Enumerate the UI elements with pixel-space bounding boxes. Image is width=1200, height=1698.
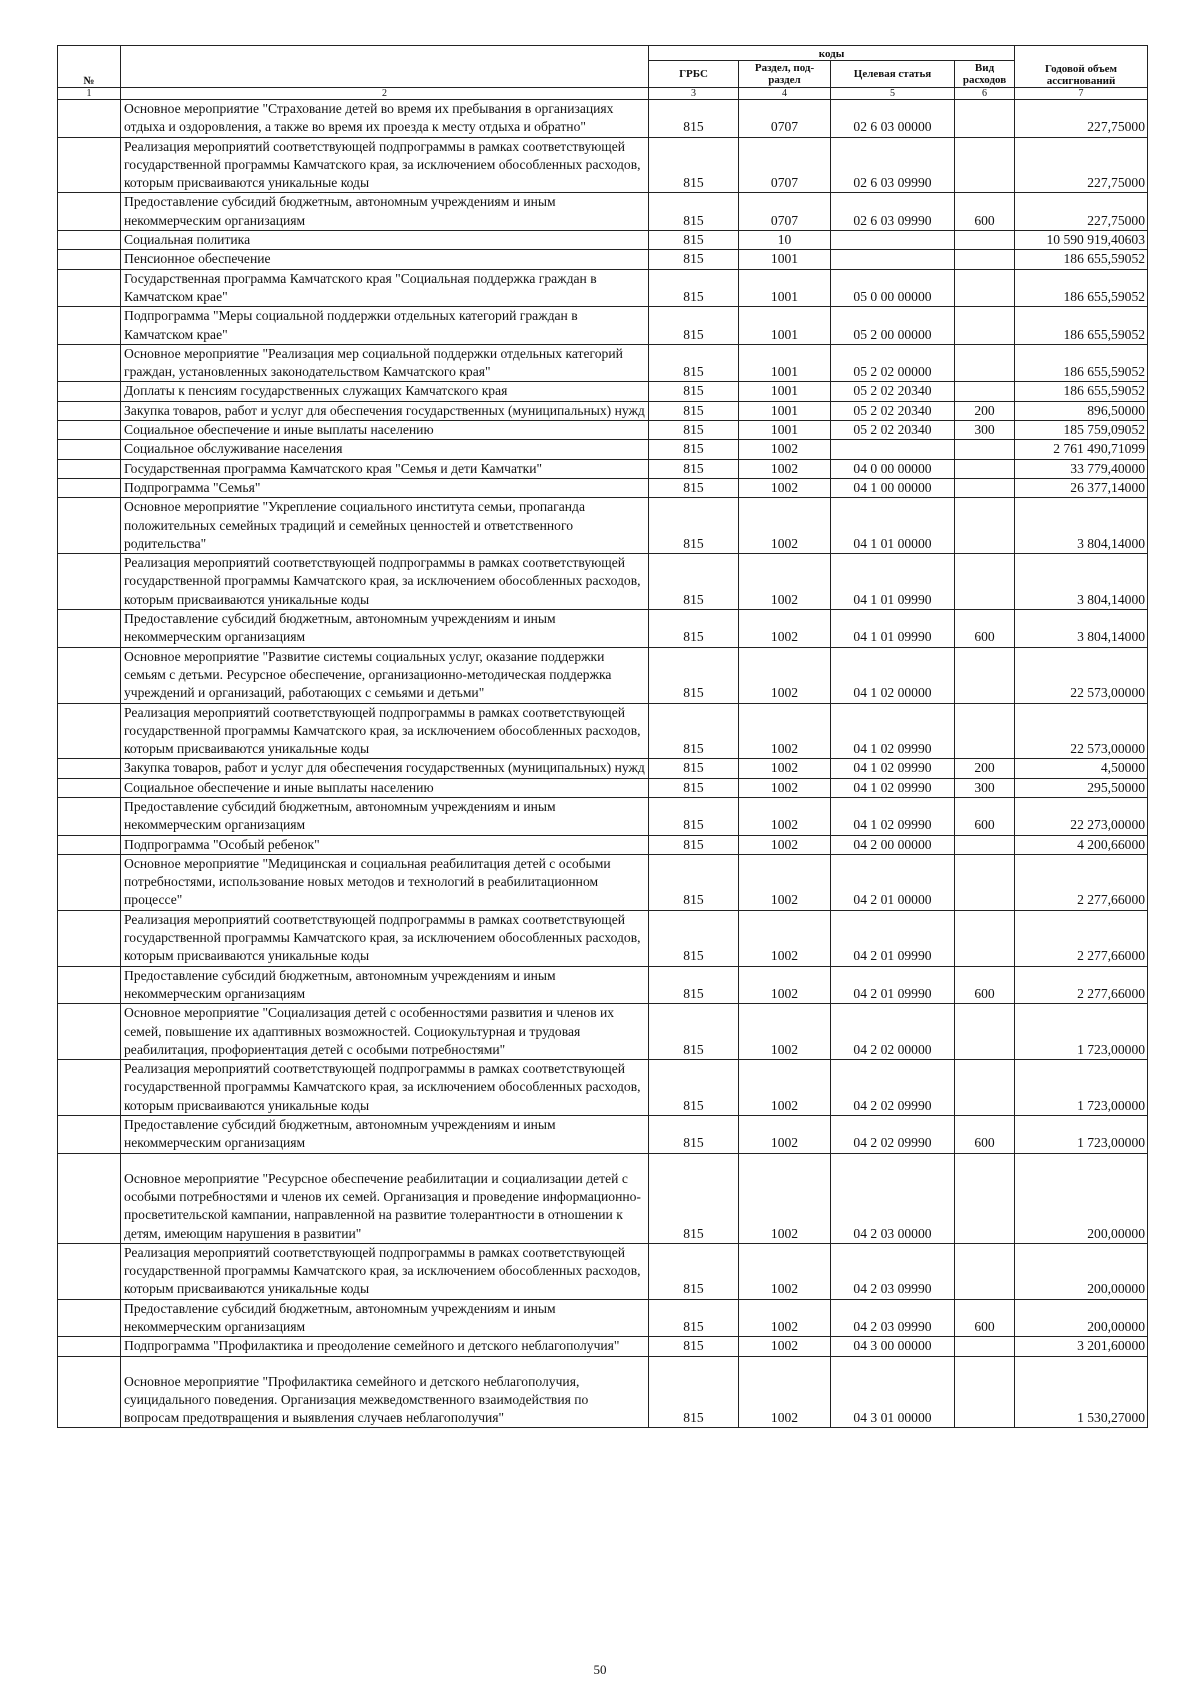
row-number-cell: [58, 344, 121, 382]
row-grbs-cell: 815: [649, 307, 739, 345]
row-target-cell: 05 0 00 00000: [831, 269, 955, 307]
table-row: [58, 307, 1148, 345]
row-type-cell: [955, 1337, 1015, 1356]
row-name-cell: Подпрограмма "Профилактика и преодоление семейного и детского неблагополучия": [121, 1337, 649, 1356]
row-amount-cell: 200,00000: [1015, 1299, 1148, 1337]
row-name-cell: Предоставление субсидий бюджетным, автономным учреждениям и иным некоммерческим организациям: [121, 193, 649, 231]
table-row: [58, 966, 1148, 1004]
row-amount-cell: 227,75000: [1015, 193, 1148, 231]
row-number-cell: [58, 307, 121, 345]
row-type-cell: [955, 231, 1015, 250]
row-name-cell: Социальное обслуживание населения: [121, 440, 649, 459]
row-type-cell: [955, 382, 1015, 401]
table-row: [58, 401, 1148, 420]
row-type-cell: [955, 854, 1015, 910]
row-section-cell: 1002: [739, 1299, 831, 1337]
row-section-cell: 1002: [739, 703, 831, 759]
page-number: 50: [593, 1662, 607, 1677]
row-section-cell: 1002: [739, 478, 831, 497]
table-row: [58, 100, 1148, 138]
row-target-cell: 05 2 00 00000: [831, 307, 955, 345]
row-type-cell: 300: [955, 421, 1015, 440]
row-section-cell: 1002: [739, 910, 831, 966]
row-number-cell: [58, 1060, 121, 1116]
row-name-cell: Основное мероприятие "Укрепление социального института семьи, пропаганда положительных семейных традиций и семейных ценностей и ответственного родительства": [121, 498, 649, 554]
row-name-cell: Пенсионное обеспечение: [121, 250, 649, 269]
row-target-cell: 04 2 01 00000: [831, 854, 955, 910]
row-name-cell: Подпрограмма "Семья": [121, 478, 649, 497]
row-grbs-cell: 815: [649, 835, 739, 854]
row-target-cell: 04 2 01 09990: [831, 966, 955, 1004]
row-name-cell: Подпрограмма "Особый ребенок": [121, 835, 649, 854]
row-target-cell: 04 1 01 09990: [831, 554, 955, 610]
row-grbs-cell: 815: [649, 554, 739, 610]
table-row: [58, 498, 1148, 554]
row-name-cell: Основное мероприятие "Развитие системы социальных услуг, оказание поддержки семьям с детьми. Ресурсное обеспечение, организационно-методическая поддержка учреждений и организаций, работающих с семьями и детьми": [121, 647, 649, 703]
table-row: [58, 703, 1148, 759]
row-name-cell: Основное мероприятие "Медицинская и социальная реабилитация детей с особыми потребностями, использование новых методов и технологий в реабилитационном процессе": [121, 854, 649, 910]
table-row: [58, 854, 1148, 910]
row-number-cell: [58, 1337, 121, 1356]
row-amount-cell: 186 655,59052: [1015, 382, 1148, 401]
row-grbs-cell: 815: [649, 459, 739, 478]
row-target-cell: 04 1 02 09990: [831, 797, 955, 835]
row-target-cell: 04 1 02 09990: [831, 703, 955, 759]
row-section-cell: 1001: [739, 382, 831, 401]
row-target-cell: 04 2 02 00000: [831, 1004, 955, 1060]
table-row: [58, 250, 1148, 269]
row-section-cell: 0707: [739, 137, 831, 193]
row-type-cell: [955, 250, 1015, 269]
colnum-6: 6: [955, 88, 1015, 100]
row-grbs-cell: 815: [649, 703, 739, 759]
row-type-cell: [955, 1060, 1015, 1116]
row-name-cell: Основное мероприятие "Реализация мер социальной поддержки отдельных категорий граждан, установленных законодательством Камчатского края": [121, 344, 649, 382]
row-amount-cell: 200,00000: [1015, 1153, 1148, 1243]
row-number-cell: [58, 421, 121, 440]
row-number-cell: [58, 250, 121, 269]
row-number-cell: [58, 554, 121, 610]
row-section-cell: 1001: [739, 269, 831, 307]
row-number-cell: [58, 778, 121, 797]
row-number-cell: [58, 1299, 121, 1337]
colnum-1: 1: [58, 88, 121, 100]
table-row: [58, 1060, 1148, 1116]
row-grbs-cell: 815: [649, 1116, 739, 1154]
row-name-cell: Основное мероприятие "Страхование детей во время их пребывания в организациях отдыха и оздоровления, а также во время их проезда к месту отдыха и обратно": [121, 100, 649, 138]
row-section-cell: 1002: [739, 1060, 831, 1116]
table-row: [58, 778, 1148, 797]
row-number-cell: [58, 647, 121, 703]
row-grbs-cell: 815: [649, 250, 739, 269]
row-amount-cell: 3 201,60000: [1015, 1337, 1148, 1356]
header-target: Целевая статья: [831, 61, 955, 88]
row-target-cell: [831, 250, 955, 269]
row-amount-cell: 4,50000: [1015, 759, 1148, 778]
row-number-cell: [58, 703, 121, 759]
table-row: [58, 269, 1148, 307]
table-row: [58, 1243, 1148, 1299]
row-amount-cell: 185 759,09052: [1015, 421, 1148, 440]
row-target-cell: 04 2 03 00000: [831, 1153, 955, 1243]
row-grbs-cell: 815: [649, 1337, 739, 1356]
row-grbs-cell: 815: [649, 1356, 739, 1428]
row-amount-cell: 22 573,00000: [1015, 647, 1148, 703]
row-target-cell: 04 1 01 09990: [831, 610, 955, 648]
row-target-cell: 04 1 02 09990: [831, 778, 955, 797]
row-number-cell: [58, 835, 121, 854]
row-target-cell: [831, 440, 955, 459]
row-number-cell: [58, 382, 121, 401]
row-name-cell: Реализация мероприятий соответствующей подпрограммы в рамках соответствующей государственной программы Камчатского края, за исключением обособленных расходов, которым присваиваются уникальные коды: [121, 703, 649, 759]
row-amount-cell: 295,50000: [1015, 778, 1148, 797]
row-section-cell: 0707: [739, 193, 831, 231]
row-amount-cell: 4 200,66000: [1015, 835, 1148, 854]
row-grbs-cell: 815: [649, 100, 739, 138]
row-amount-cell: 2 277,66000: [1015, 910, 1148, 966]
row-section-cell: 1001: [739, 421, 831, 440]
row-type-cell: [955, 459, 1015, 478]
row-type-cell: 600: [955, 797, 1015, 835]
header-no: №: [58, 46, 121, 88]
row-grbs-cell: 815: [649, 344, 739, 382]
row-grbs-cell: 815: [649, 759, 739, 778]
row-target-cell: 02 6 03 09990: [831, 137, 955, 193]
row-name-cell: Реализация мероприятий соответствующей подпрограммы в рамках соответствующей государственной программы Камчатского края, за исключением обособленных расходов, которым присваиваются уникальные коды: [121, 1060, 649, 1116]
row-number-cell: [58, 137, 121, 193]
row-grbs-cell: 815: [649, 854, 739, 910]
row-amount-cell: 3 804,14000: [1015, 610, 1148, 648]
row-type-cell: [955, 1243, 1015, 1299]
row-number-cell: [58, 854, 121, 910]
row-number-cell: [58, 797, 121, 835]
budget-table: [57, 45, 1148, 1428]
row-section-cell: 1002: [739, 1153, 831, 1243]
row-name-cell: Государственная программа Камчатского края "Социальная поддержка граждан в Камчатском крае": [121, 269, 649, 307]
row-grbs-cell: 815: [649, 231, 739, 250]
colnum-7: 7: [1015, 88, 1148, 100]
row-grbs-cell: 815: [649, 647, 739, 703]
row-name-cell: Социальное обеспечение и иные выплаты населению: [121, 421, 649, 440]
row-amount-cell: 22 273,00000: [1015, 797, 1148, 835]
row-grbs-cell: 815: [649, 382, 739, 401]
row-amount-cell: 227,75000: [1015, 137, 1148, 193]
colnum-4: 4: [739, 88, 831, 100]
row-type-cell: [955, 1356, 1015, 1428]
row-grbs-cell: 815: [649, 1243, 739, 1299]
row-grbs-cell: 815: [649, 137, 739, 193]
row-name-cell: Реализация мероприятий соответствующей подпрограммы в рамках соответствующей государственной программы Камчатского края, за исключением обособленных расходов, которым присваиваются уникальные коды: [121, 910, 649, 966]
row-grbs-cell: 815: [649, 421, 739, 440]
row-amount-cell: 227,75000: [1015, 100, 1148, 138]
row-amount-cell: 1 530,27000: [1015, 1356, 1148, 1428]
row-section-cell: 1002: [739, 1116, 831, 1154]
row-amount-cell: 2 761 490,71099: [1015, 440, 1148, 459]
table-row: [58, 231, 1148, 250]
table-row: [58, 759, 1148, 778]
row-type-cell: 200: [955, 401, 1015, 420]
row-type-cell: [955, 910, 1015, 966]
table-row: [58, 797, 1148, 835]
row-type-cell: 600: [955, 1299, 1015, 1337]
row-number-cell: [58, 759, 121, 778]
row-number-cell: [58, 610, 121, 648]
row-number-cell: [58, 440, 121, 459]
row-number-cell: [58, 1153, 121, 1243]
header-section: Раздел, под-раздел: [739, 61, 831, 88]
row-number-cell: [58, 459, 121, 478]
header-codes: коды: [649, 46, 1015, 61]
row-name-cell: Государственная программа Камчатского края "Семья и дети Камчатки": [121, 459, 649, 478]
table-row: [58, 554, 1148, 610]
row-name-cell: Подпрограмма "Меры социальной поддержки отдельных категорий граждан в Камчатском крае": [121, 307, 649, 345]
table-row: [58, 1116, 1148, 1154]
table-row: [58, 1153, 1148, 1243]
row-target-cell: 04 2 00 00000: [831, 835, 955, 854]
row-name-cell: Реализация мероприятий соответствующей подпрограммы в рамках соответствующей государственной программы Камчатского края, за исключением обособленных расходов, которым присваиваются уникальные коды: [121, 137, 649, 193]
row-section-cell: 1002: [739, 778, 831, 797]
row-target-cell: 04 1 02 00000: [831, 647, 955, 703]
row-section-cell: 1002: [739, 440, 831, 459]
row-name-cell: Реализация мероприятий соответствующей подпрограммы в рамках соответствующей государственной программы Камчатского края, за исключением обособленных расходов, которым присваиваются уникальные коды: [121, 554, 649, 610]
row-number-cell: [58, 910, 121, 966]
row-target-cell: 02 6 03 00000: [831, 100, 955, 138]
table-row: [58, 193, 1148, 231]
row-name-cell: Основное мероприятие "Ресурсное обеспечение реабилитации и социализации детей с особыми потребностями и членов их семей. Организация и проведение информационно-просветительской кампании, направленной на развитие толерантности в отношении к детям, имеющим нарушения в развитии": [121, 1153, 649, 1243]
row-type-cell: 600: [955, 193, 1015, 231]
row-type-cell: [955, 835, 1015, 854]
row-name-cell: Закупка товаров, работ и услуг для обеспечения государственных (муниципальных) нужд: [121, 401, 649, 420]
row-section-cell: 1002: [739, 1337, 831, 1356]
row-target-cell: 05 2 02 00000: [831, 344, 955, 382]
row-number-cell: [58, 1116, 121, 1154]
table-row: [58, 1004, 1148, 1060]
row-grbs-cell: 815: [649, 1060, 739, 1116]
row-type-cell: [955, 100, 1015, 138]
table-row: [58, 344, 1148, 382]
row-target-cell: 05 2 02 20340: [831, 421, 955, 440]
row-amount-cell: 186 655,59052: [1015, 344, 1148, 382]
row-grbs-cell: 815: [649, 778, 739, 797]
row-number-cell: [58, 966, 121, 1004]
row-grbs-cell: 815: [649, 610, 739, 648]
row-target-cell: 04 3 01 00000: [831, 1356, 955, 1428]
row-number-cell: [58, 401, 121, 420]
table-row: [58, 610, 1148, 648]
table-row: [58, 421, 1148, 440]
table-row: [58, 1337, 1148, 1356]
row-type-cell: [955, 554, 1015, 610]
row-type-cell: [955, 344, 1015, 382]
row-section-cell: 1002: [739, 797, 831, 835]
row-amount-cell: 3 804,14000: [1015, 554, 1148, 610]
row-amount-cell: 22 573,00000: [1015, 703, 1148, 759]
row-amount-cell: 2 277,66000: [1015, 966, 1148, 1004]
row-name-cell: Основное мероприятие "Профилактика семейного и детского неблагополучия, суицидального поведения. Организация межведомственного взаимодействия по вопросам предотвращения и выявления случаев неблагополучия": [121, 1356, 649, 1428]
row-target-cell: 04 2 03 09990: [831, 1299, 955, 1337]
row-section-cell: 1002: [739, 459, 831, 478]
row-type-cell: [955, 498, 1015, 554]
row-grbs-cell: 815: [649, 269, 739, 307]
table-row: [58, 459, 1148, 478]
row-number-cell: [58, 231, 121, 250]
row-amount-cell: 1 723,00000: [1015, 1060, 1148, 1116]
table-row: [58, 382, 1148, 401]
row-type-cell: 600: [955, 966, 1015, 1004]
row-grbs-cell: 815: [649, 478, 739, 497]
header-type: Вид расходов: [955, 61, 1015, 88]
row-grbs-cell: 815: [649, 966, 739, 1004]
row-grbs-cell: 815: [649, 1004, 739, 1060]
row-amount-cell: 10 590 919,40603: [1015, 231, 1148, 250]
row-type-cell: [955, 1153, 1015, 1243]
row-type-cell: 200: [955, 759, 1015, 778]
row-section-cell: 1002: [739, 1243, 831, 1299]
colnum-2: 2: [121, 88, 649, 100]
row-number-cell: [58, 498, 121, 554]
row-number-cell: [58, 478, 121, 497]
row-name-cell: Предоставление субсидий бюджетным, автономным учреждениям и иным некоммерческим организациям: [121, 966, 649, 1004]
row-name-cell: Доплаты к пенсиям государственных служащих Камчатского края: [121, 382, 649, 401]
row-grbs-cell: 815: [649, 1153, 739, 1243]
row-section-cell: 1001: [739, 250, 831, 269]
row-section-cell: 1002: [739, 835, 831, 854]
table-header: [58, 46, 1148, 100]
row-section-cell: 1002: [739, 610, 831, 648]
row-name-cell: Закупка товаров, работ и услуг для обеспечения государственных (муниципальных) нужд: [121, 759, 649, 778]
row-section-cell: 0707: [739, 100, 831, 138]
row-type-cell: [955, 440, 1015, 459]
budget-document: [57, 45, 1147, 1428]
row-type-cell: 600: [955, 1116, 1015, 1154]
row-grbs-cell: 815: [649, 401, 739, 420]
row-section-cell: 1002: [739, 854, 831, 910]
row-amount-cell: 1 723,00000: [1015, 1116, 1148, 1154]
row-section-cell: 1002: [739, 1356, 831, 1428]
row-grbs-cell: 815: [649, 498, 739, 554]
row-target-cell: 02 6 03 09990: [831, 193, 955, 231]
row-number-cell: [58, 100, 121, 138]
row-grbs-cell: 815: [649, 910, 739, 966]
row-target-cell: 05 2 02 20340: [831, 382, 955, 401]
row-type-cell: [955, 1004, 1015, 1060]
row-grbs-cell: 815: [649, 797, 739, 835]
row-amount-cell: 186 655,59052: [1015, 269, 1148, 307]
row-section-cell: 1001: [739, 344, 831, 382]
row-section-cell: 1002: [739, 554, 831, 610]
row-number-cell: [58, 193, 121, 231]
row-section-cell: 1001: [739, 307, 831, 345]
row-target-cell: 04 3 00 00000: [831, 1337, 955, 1356]
row-type-cell: 300: [955, 778, 1015, 797]
table-row: [58, 440, 1148, 459]
row-name-cell: Предоставление субсидий бюджетным, автономным учреждениям и иным некоммерческим организациям: [121, 1116, 649, 1154]
row-section-cell: 1002: [739, 647, 831, 703]
row-name-cell: Реализация мероприятий соответствующей подпрограммы в рамках соответствующей государственной программы Камчатского края, за исключением обособленных расходов, которым присваиваются уникальные коды: [121, 1243, 649, 1299]
row-target-cell: 04 2 02 09990: [831, 1116, 955, 1154]
row-amount-cell: 2 277,66000: [1015, 854, 1148, 910]
row-number-cell: [58, 1243, 121, 1299]
row-name-cell: Социальное обеспечение и иные выплаты населению: [121, 778, 649, 797]
table-row: [58, 835, 1148, 854]
row-type-cell: [955, 703, 1015, 759]
row-target-cell: 04 1 01 00000: [831, 498, 955, 554]
row-amount-cell: 186 655,59052: [1015, 307, 1148, 345]
row-number-cell: [58, 269, 121, 307]
row-section-cell: 1002: [739, 966, 831, 1004]
table-row: [58, 1299, 1148, 1337]
row-type-cell: [955, 647, 1015, 703]
row-section-cell: 1002: [739, 759, 831, 778]
row-type-cell: [955, 307, 1015, 345]
row-name-cell: Предоставление субсидий бюджетным, автономным учреждениям и иным некоммерческим организациям: [121, 1299, 649, 1337]
row-target-cell: 04 2 01 09990: [831, 910, 955, 966]
row-grbs-cell: 815: [649, 193, 739, 231]
row-type-cell: [955, 478, 1015, 497]
row-amount-cell: 26 377,14000: [1015, 478, 1148, 497]
row-amount-cell: 3 804,14000: [1015, 498, 1148, 554]
row-target-cell: 04 1 02 09990: [831, 759, 955, 778]
row-name-cell: Социальная политика: [121, 231, 649, 250]
table-row: [58, 478, 1148, 497]
table-row: [58, 1356, 1148, 1428]
table-row: [58, 647, 1148, 703]
table-row: [58, 137, 1148, 193]
row-target-cell: [831, 231, 955, 250]
header-annual: Годовой объем ассигнований: [1015, 46, 1148, 88]
table-row: [58, 910, 1148, 966]
row-amount-cell: 186 655,59052: [1015, 250, 1148, 269]
row-section-cell: 1001: [739, 401, 831, 420]
row-name-cell: Предоставление субсидий бюджетным, автономным учреждениям и иным некоммерческим организациям: [121, 610, 649, 648]
row-amount-cell: 33 779,40000: [1015, 459, 1148, 478]
row-number-cell: [58, 1356, 121, 1428]
row-section-cell: 1002: [739, 498, 831, 554]
row-name-cell: Основное мероприятие "Социализация детей с особенностями развития и членов их семей, повышение их адаптивных возможностей. Социокультурная и трудовая реабилитация, профориентация детей с особыми потребностями": [121, 1004, 649, 1060]
row-name-cell: Предоставление субсидий бюджетным, автономным учреждениям и иным некоммерческим организациям: [121, 797, 649, 835]
row-section-cell: 1002: [739, 1004, 831, 1060]
row-target-cell: 04 2 02 09990: [831, 1060, 955, 1116]
header-grbs: ГРБС: [649, 61, 739, 88]
row-amount-cell: 1 723,00000: [1015, 1004, 1148, 1060]
row-grbs-cell: 815: [649, 440, 739, 459]
row-grbs-cell: 815: [649, 1299, 739, 1337]
row-section-cell: 10: [739, 231, 831, 250]
colnum-5: 5: [831, 88, 955, 100]
row-amount-cell: 896,50000: [1015, 401, 1148, 420]
row-type-cell: [955, 269, 1015, 307]
header-name: [121, 46, 649, 88]
colnum-3: 3: [649, 88, 739, 100]
row-target-cell: 04 0 00 00000: [831, 459, 955, 478]
row-number-cell: [58, 1004, 121, 1060]
table-body: [58, 100, 1148, 1428]
row-target-cell: 05 2 02 20340: [831, 401, 955, 420]
row-target-cell: 04 1 00 00000: [831, 478, 955, 497]
row-type-cell: [955, 137, 1015, 193]
row-target-cell: 04 2 03 09990: [831, 1243, 955, 1299]
row-type-cell: 600: [955, 610, 1015, 648]
row-amount-cell: 200,00000: [1015, 1243, 1148, 1299]
